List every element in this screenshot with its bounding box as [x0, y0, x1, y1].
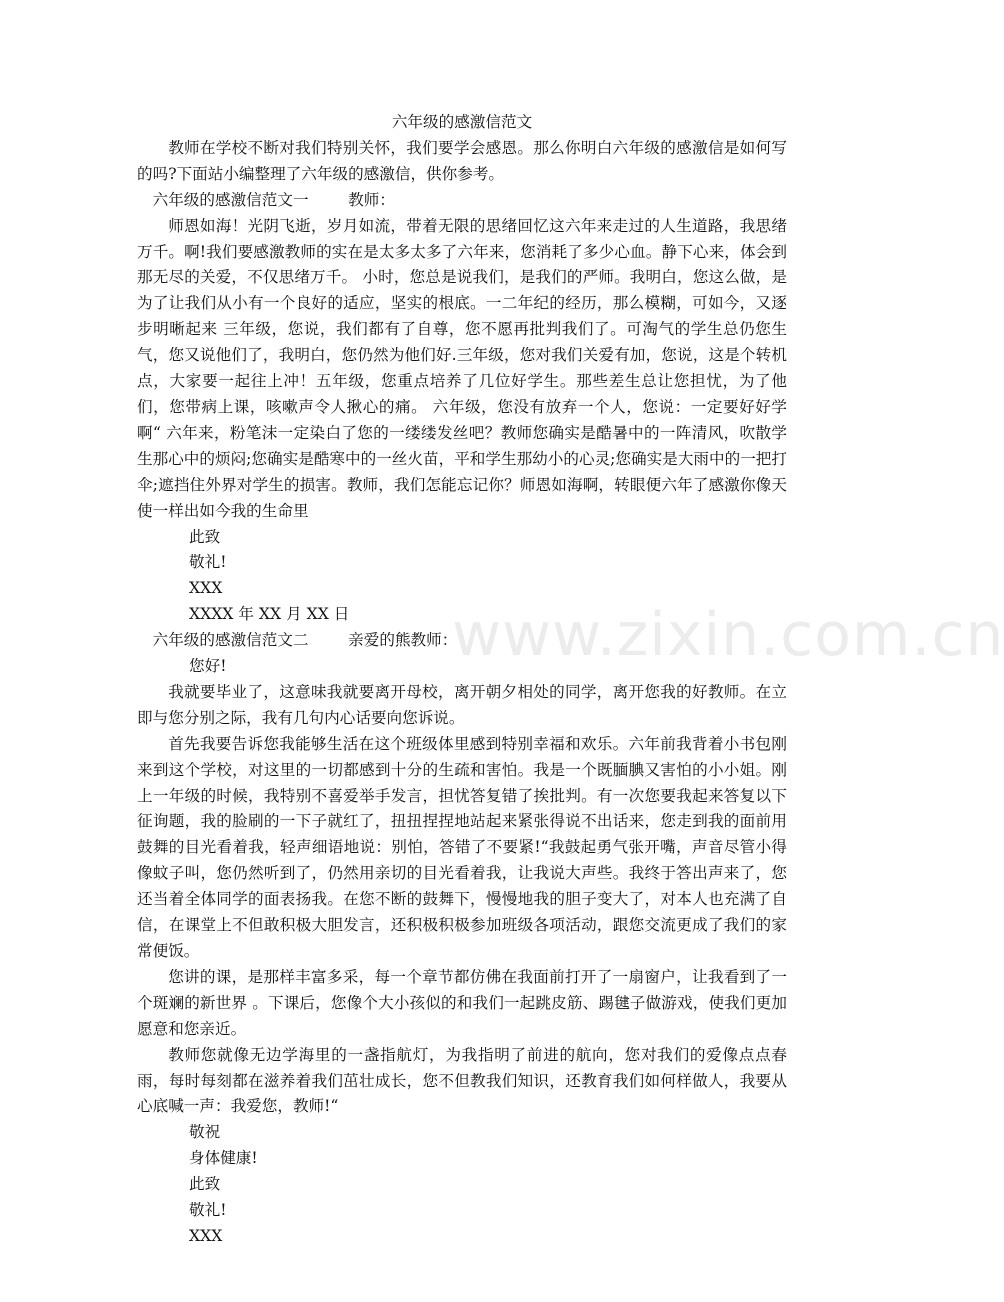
letter1-closing-line: 此致 — [189, 527, 221, 546]
letter2-paragraph: 首先我要告诉您我能够生活在这个班级体里感到特别幸福和欢乐。六年前我背着小书包刚来到这个学校，对这里的一切都感到十分的生疏和害怕。我是一个既腼腆又害怕的小小姐。刚上一年级的时候，我特别不喜爱举手发言，担忧答复错了挨批判。有一次您要我起来答复以下征询题，我的脸刷的一下子就红了，扭扭捏捏地站起来紧张得说不出话来，您走到我的面前用鼓舞的目光看着我，轻声细语地说：别怕，答错了不要紧!“我鼓起勇气张开嘴，声音尽管小得像蚊子叫，您仍然听到了，仍然用亲切的目光看着我，让我说大声些。我终于答出声来了，您还当着全体同学的面表扬我。在您不断的鼓舞下，慢慢地我的胆子变大了，对本人也充满了自信，在课堂上不但敢积极大胆发言，还积极积极参加班级各项活动，跟您交流更成了我们的家常便饭。 — [137, 734, 787, 960]
document-body — [137, 110, 787, 1250]
letter1-heading: 六年级的感激信范文一 教师： — [152, 190, 395, 209]
letter2-heading: 六年级的感激信范文二 亲爱的熊教师： — [152, 631, 458, 650]
watermark-text: www.zixin.com.cn — [452, 600, 1004, 670]
letter2-greeting: 您好! — [189, 657, 227, 676]
letter2-closing-line: 身体健康! — [189, 1149, 258, 1168]
letter2-signature: XXX — [189, 1226, 223, 1245]
letter2-paragraph: 您讲的课，是那样丰富多采，每一个章节都仿佛在我面前打开了一扇窗户，让我看到了一个斑斓的新世界 。下课后，您像个大小孩似的和我们一起跳皮筋、踢毽子做游戏，使我们更加愿意和您亲近。 — [137, 967, 787, 1038]
letter1-date: XXXX 年 XX 月 XX 日 — [189, 605, 350, 624]
letter1-signature: XXX — [189, 579, 223, 598]
letter2-closing-line: 敬礼! — [189, 1201, 227, 1220]
intro-paragraph: 教师在学校不断对我们特别关怀，我们要学会感恩。那么你明白六年级的感激信是如何写的吗?下面站小编整理了六年级的感激信，供你参考。 — [137, 138, 787, 183]
letter1-closing-line: 敬礼! — [189, 553, 227, 572]
letter2-paragraph: 教师您就像无边学海里的一盏指航灯，为我指明了前进的航向，您对我们的爱像点点春雨，每时每刻都在滋养着我们茁壮成长，您不但教我们知识，还教育我们如何样做人，我要从心底喊一声：我爱您，教师!“ — [137, 1045, 787, 1116]
letter1-body: 师恩如海！光阴飞逝，岁月如流，带着无限的思绪回忆这六年来走过的人生道路，我思绪万千。啊!我们要感激教师的实在是太多太多了六年来，您消耗了多少心血。静下心来，体会到那无尽的关爱，不仅思绪万千。 小时，您总是说我们，是我们的严师。我明白，您这么做，是为了让我们从小有一个良好的适应，坚实的根底。一二年纪的经历，那么模糊，可如今，又逐步明晰起来 三年级，您说，我们都有了自尊，您不愿再批判我们了。可淘气的学生总仍您生气，您又说他们了，我明白，您仍然为他们好.三年级，您对我们关爱有加，您说，这是个转机点，大家要一起往上冲！五年级，您重点培养了几位好学生。那些差生总让您担忧，为了他们，您带病上课，咳嗽声令人揪心的痛。 六年级，您没有放弃一个人，您说：一定要好好学啊“ 六年来，粉笔沫一定染白了您的一缕缕发丝吧？教师您确实是酷暑中的一阵清风，吹散学生那心中的烦闷;您确实是酷寒中的一丝火苗，平和学生那幼小的心灵;您确实是大雨中的一把打伞;遮挡住外界对学生的损害。教师，我们怎能忘记你？师恩如海啊，转眼便六年了感激你像天使一样出如今我的生命里 — [137, 216, 787, 520]
letter2-closing-line: 敬祝 — [189, 1123, 221, 1142]
letter2-closing-line: 此致 — [189, 1175, 221, 1194]
document-title: 六年级的感激信范文 — [391, 113, 533, 131]
letter2-paragraph: 我就要毕业了，这意味我就要离开母校，离开朝夕相处的同学，离开您我的好教师。在立即与您分别之际，我有几句内心话要向您诉说。 — [137, 682, 787, 727]
